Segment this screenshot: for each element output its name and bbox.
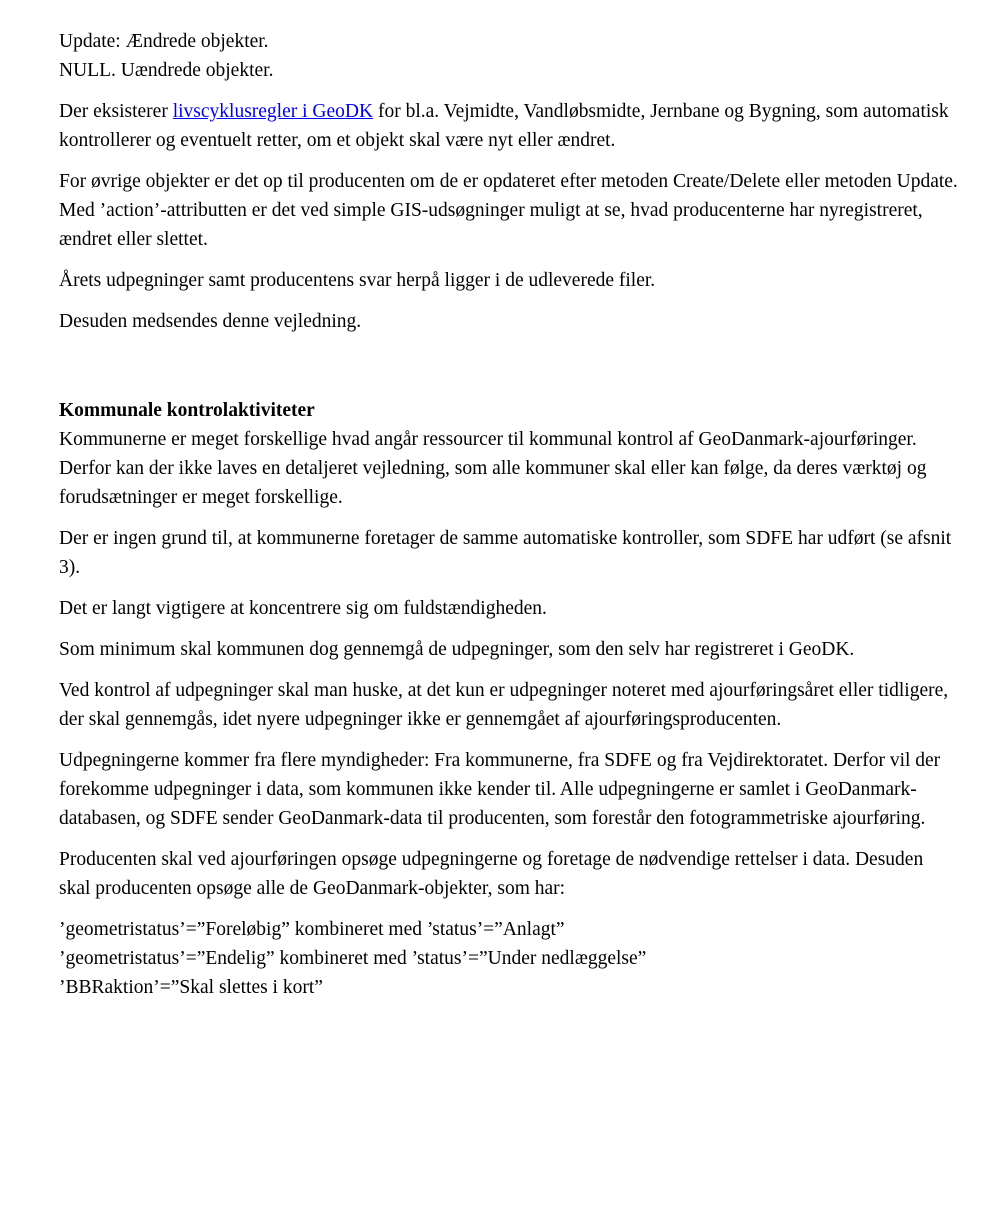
paragraph-authorities: Udpegningerne kommer fra flere myndigheder: Fra kommunerne, fra SDFE og fra Vejdirektoratet. Derfor vil der forekomme udpegninger i data, som kommunen ikke kender til. Alle udpegningerne er samlet i GeoDanmark-databasen, og SDFE sender GeoDanmark-data til producenten, som forestår den fotogrammetriske ajourføring. [59, 750, 941, 829]
intro-block [59, 27, 959, 85]
paragraph-producer: Producenten skal ved ajourføringen opsøge udpegningerne og foretage de nødvendige rettelser i data. Desuden skal producenten opsøge alle de GeoDanmark-objekter, som har: [59, 849, 924, 899]
paragraph-vejledning: Desuden medsendes denne vejledning. [59, 311, 362, 332]
condition-item: ’BBRaktion’=”Skal slettes i kort” [59, 977, 323, 998]
lifecycle-text-before: Der eksisterer [59, 101, 173, 122]
null-definition: NULL. Uændrede objekter. [59, 60, 274, 81]
lifecycle-text-after: for bl.a. Vejmidte, Vandløbsmidte, Jernbane og Bygning, som automatisk kontrollerer og eventuelt retter, om et objekt skal være nyt eller ændret. [59, 101, 949, 151]
update-definition: Update: Ændrede objekter. [59, 31, 269, 52]
lifecycle-paragraph [59, 97, 959, 155]
paragraph-automatic-controls: Der er ingen grund til, at kommunerne foretager de samme automatiske kontroller, som SDFE har udført (se afsnit 3). [59, 528, 952, 578]
section-heading: Kommunale kontrolaktiviteter [59, 400, 315, 421]
paragraph-completeness: Det er langt vigtigere at koncentrere sig om fuldstændigheden. [59, 598, 547, 619]
condition-item: ’geometristatus’=”Foreløbig” kombineret med ’status’=”Anlagt” [59, 919, 565, 940]
paragraph-control-year: Ved kontrol af udpegninger skal man huske, at det kun er udpegninger noteret med ajourføringsåret eller tidligere, der skal gennemgås, idet nyere udpegninger ikke er gennemgået af ajourføringsproducenten. [59, 680, 949, 730]
section-intro-line-1: Kommunerne er meget forskellige hvad angår ressourcer til kommunal kontrol af GeoDanmark-ajourføringer. [59, 429, 917, 450]
conditions-list [59, 915, 959, 1002]
section-intro-line-2: Derfor kan der ikke laves en detaljeret vejledning, som alle kommuner skal eller kan følge, da deres værktøj og forudsætninger er meget forskellige. [59, 458, 927, 508]
paragraph-create-delete: For øvrige objekter er det op til producenten om de er opdateret efter metoden Create/Delete eller metoden Update. Med ’action’-attributten er det ved simple GIS-udsøgninger muligt at se, hvad producenterne har nyregistreret, ændret eller slettet. [59, 171, 958, 250]
lifecycle-rules-link[interactable]: livscyklusregler i GeoDK [172, 101, 374, 122]
paragraph-udpegninger-files: Årets udpegninger samt producentens svar herpå ligger i de udleverede filer. [59, 270, 656, 291]
section-intro [59, 425, 959, 512]
paragraph-minimum-review: Som minimum skal kommunen dog gennemgå de udpegninger, som den selv har registreret i GeoDK. [59, 639, 855, 660]
document-page [59, 27, 959, 1002]
condition-item: ’geometristatus’=”Endelig” kombineret med ’status’=”Under nedlæggelse” [59, 948, 647, 969]
